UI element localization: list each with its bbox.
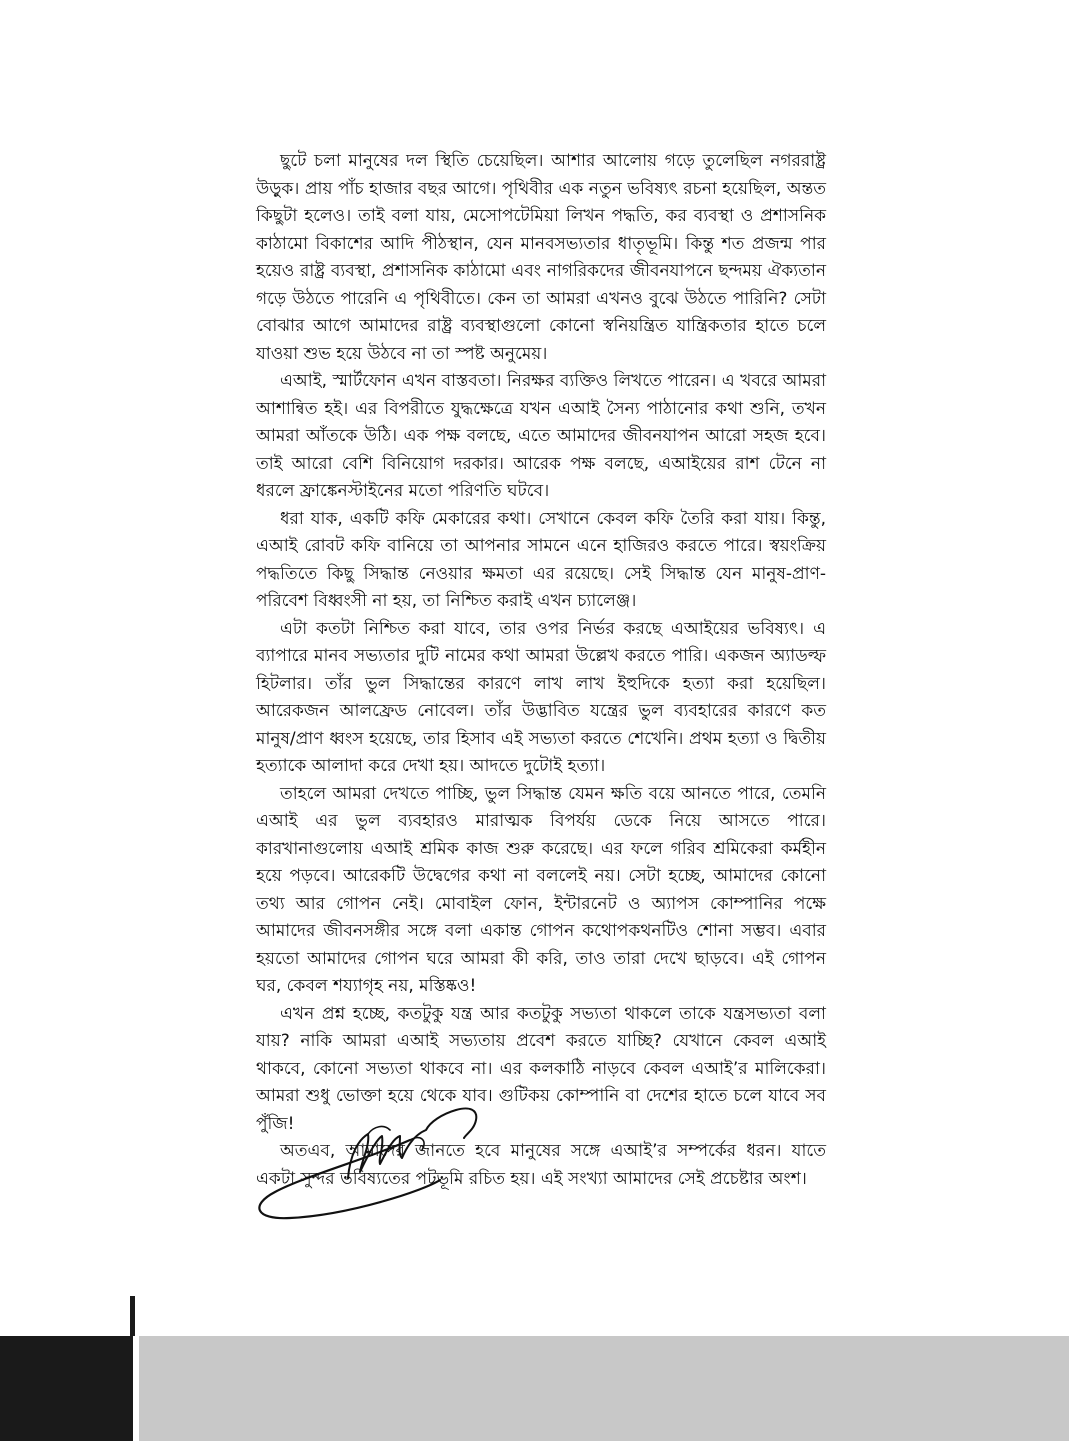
paragraph-7: অতএব, আমাদের জানতে হবে মানুষের সঙ্গে এআই’র সম্পর্কের ধরন। যাতে একটা সুন্দর ভবিষ্যতের পটভূমি রচিত হয়। এই সংখ্যা আমাদের সেই প্রচেষ্টার অংশ। [256, 1141, 826, 1189]
footer-rule [130, 1296, 135, 1336]
paragraph-6: এখন প্রশ্ন হচ্ছে, কতটুকু যন্ত্র আর কতটুকু সভ্যতা থাকলে তাকে যন্ত্রসভ্যতা বলা যায়? নাকি আমরা এআই সভ্যতায় প্রবেশ করতে যাচ্ছি? যেখানে কেবল এআই থাকবে, কোনো সভ্যতা থাকবে না। এর কলকাঠি নাড়বে কেবল এআই’র মালিকেরা। আমরা শুধু ভোক্তা হয়ে থেকে যাব। গুটিকয় কোম্পানি বা দেশের হাতে চলে যাবে সব পুঁজি! [256, 1003, 826, 1134]
paragraph-3: ধরা যাক, একটি কফি মেকারের কথা। সেখানে কেবল কফি তৈরি করা যায়। কিন্তু, এআই রোবট কফি বানিয়ে তা আপনার সামনে এনে হাজিরও করতে পারে। স্বয়ংক্রিয় পদ্ধতিতে কিছু সিদ্ধান্ত নেওয়ার ক্ষমতা এর রয়েছে। সেই সিদ্ধান্ত যেন মানুষ-প্রাণ-পরিবেশ বিধ্বংসী না হয়, তা নিশ্চিত করাই এখন চ্যালেঞ্জ। [256, 508, 826, 611]
footer-page-number-block [0, 1336, 133, 1441]
paragraph-4: এটা কতটা নিশ্চিত করা যাবে, তার ওপর নির্ভর করছে এআইয়ের ভবিষ্যৎ। এ ব্যাপারে মানব সভ্যতার দুটি নামের কথা আমরা উল্লেখ করতে পারি। একজন অ্যাডল্ফ হিটলার। তাঁর ভুল সিদ্ধান্তের কারণে লাখ লাখ ইহুদিকে হত্যা করা হয়েছিল। আরেকজন আলফ্রেড নোবেল। তাঁর উদ্ভাবিত যন্ত্রের ভুল ব্যবহারের কারণে কত মানুষ/প্রাণ ধ্বংস হয়েছে, তার হিসাব এই সভ্যতা করতে শেখেনি। প্রথম হত্যা ও দ্বিতীয় হত্যাকে আলাদা করে দেখা হয়। আদতে দুটোই হত্যা। [256, 618, 826, 776]
footer-bar [139, 1336, 1069, 1441]
paragraph-1: ছুটে চলা মানুষের দল স্থিতি চেয়েছিল। আশার আলোয় গড়ে তুলেছিল নগররাষ্ট্র উড়ুক। প্রায় পাঁচ হাজার বছর আগে। পৃথিবীর এক নতুন ভবিষ্যৎ রচনা হয়েছিল, অন্তত কিছুটা হলেও। তাই বলা যায়, মেসোপটেমিয়া লিখন পদ্ধতি, কর ব্যবস্থা ও প্রশাসনিক কাঠামো বিকাশের আদি পীঠস্থান, যেন মানবসভ্যতার ধাতৃভূমি। কিন্তু শত প্রজন্ম পার হয়েও রাষ্ট্র ব্যবস্থা, প্রশাসনিক কাঠামো এবং নাগরিকদের জীবনযাপনে ছন্দময় ঐক্যতান গড়ে উঠতে পারেনি এ পৃথিবীতে। কেন তা আমরা এখনও বুঝে উঠতে পারিনি? সেটা বোঝার আগে আমাদের রাষ্ট্র ব্যবস্থাগুলো কোনো স্বনিয়ন্ত্রিত যান্ত্রিকতার হাতে চলে যাওয়া শুভ হয়ে উঠবে না তা স্পষ্ট অনুমেয়। [256, 151, 826, 364]
editorial-body [256, 148, 826, 1193]
paragraph-2: এআই, স্মার্টফোন এখন বাস্তবতা। নিরক্ষর ব্যক্তিও লিখতে পারেন। এ খবরে আমরা আশান্বিত হই। এর বিপরীতে যুদ্ধক্ষেত্রে যখন এআই সৈন্য পাঠানোর কথা শুনি, তখন আমরা আঁতকে উঠি। এক পক্ষ বলছে, এতে আমাদের জীবনযাপন আরো সহজ হবে। তাই আরো বেশি বিনিয়োগ দরকার। আরেক পক্ষ বলছে, এআইয়ের রাশ টেনে না ধরলে ফ্রাঙ্কেনস্টাইনের মতো পরিণতি ঘটবে। [256, 371, 826, 501]
signature-icon [250, 1100, 490, 1225]
paragraph-5: তাহলে আমরা দেখতে পাচ্ছি, ভুল সিদ্ধান্ত যেমন ক্ষতি বয়ে আনতে পারে, তেমনি এআই এর ভুল ব্যবহারও মারাত্মক বিপর্যয় ডেকে নিয়ে আসতে পারে। কারখানাগুলোয় এআই শ্রমিক কাজ শুরু করেছে। এর ফলে গরিব শ্রমিকেরা কর্মহীন হয়ে পড়বে। আরেকটি উদ্বেগের কথা না বললেই নয়। সেটা হচ্ছে, আমাদের কোনো তথ্য আর গোপন নেই। মোবাইল ফোন, ইন্টারনেট ও অ্যাপস কোম্পানির পক্ষে আমাদের জীবনসঙ্গীর সঙ্গে বলা একান্ত গোপন কথোপকথনটিও শোনা সম্ভব। এবার হয়তো আমাদের গোপন ঘরে আমরা কী করি, তাও তারা দেখে ছাড়বে। এই গোপন ঘর, কেবল শয্যাগৃহ নয়, মস্তিষ্কও! [256, 783, 826, 996]
